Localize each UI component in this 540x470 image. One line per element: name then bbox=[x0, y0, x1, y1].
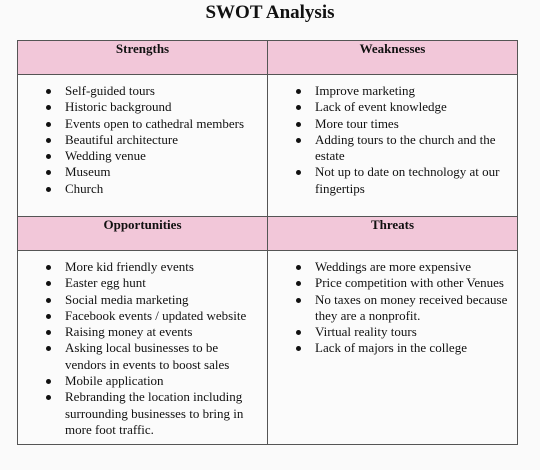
opportunities-item: Mobile application bbox=[65, 373, 261, 389]
strengths-item: Historic background bbox=[65, 99, 261, 115]
content-row-bottom bbox=[18, 251, 518, 445]
opportunities-item: Rebranding the location including surrounding businesses to bring in more foot traffic. bbox=[65, 389, 261, 438]
threats-item: Virtual reality tours bbox=[315, 324, 511, 340]
weaknesses-item: More tour times bbox=[315, 116, 511, 132]
weaknesses-item: Lack of event knowledge bbox=[315, 99, 511, 115]
opportunities-heading: Opportunities bbox=[18, 217, 268, 251]
threats-item: Lack of majors in the college bbox=[315, 340, 511, 356]
strengths-list bbox=[18, 75, 267, 203]
opportunities-item: Raising money at events bbox=[65, 324, 261, 340]
weaknesses-item: Adding tours to the church and the estate bbox=[315, 132, 511, 165]
strengths-item: Events open to cathedral members bbox=[65, 116, 261, 132]
opportunities-item: Asking local businesses to be vendors in events to boost sales bbox=[65, 340, 261, 373]
opportunities-item: More kid friendly events bbox=[65, 259, 261, 275]
strengths-item: Church bbox=[65, 181, 261, 197]
opportunities-list bbox=[18, 251, 267, 444]
strengths-heading: Strengths bbox=[18, 41, 268, 75]
strengths-item: Museum bbox=[65, 164, 261, 180]
opportunities-cell bbox=[18, 251, 268, 445]
weaknesses-item: Improve marketing bbox=[315, 83, 511, 99]
content-row-top bbox=[18, 75, 518, 217]
threats-item: No taxes on money received because they are a nonprofit. bbox=[315, 292, 511, 325]
strengths-item: Wedding venue bbox=[65, 148, 261, 164]
header-row-top bbox=[18, 41, 518, 75]
swot-table bbox=[17, 40, 518, 445]
opportunities-item: Easter egg hunt bbox=[65, 275, 261, 291]
threats-item: Price competition with other Venues bbox=[315, 275, 511, 291]
weaknesses-list bbox=[268, 75, 517, 203]
threats-item: Weddings are more expensive bbox=[315, 259, 511, 275]
strengths-item: Beautiful architecture bbox=[65, 132, 261, 148]
strengths-item: Self-guided tours bbox=[65, 83, 261, 99]
header-row-bottom bbox=[18, 217, 518, 251]
weaknesses-heading: Weaknesses bbox=[268, 41, 518, 75]
opportunities-item: Facebook events / updated website bbox=[65, 308, 261, 324]
strengths-cell bbox=[18, 75, 268, 217]
page-title: SWOT Analysis bbox=[205, 2, 335, 23]
threats-list bbox=[268, 251, 517, 363]
weaknesses-item: Not up to date on technology at our fingertips bbox=[315, 164, 511, 197]
threats-heading: Threats bbox=[268, 217, 518, 251]
weaknesses-cell bbox=[268, 75, 518, 217]
threats-cell bbox=[268, 251, 518, 445]
opportunities-item: Social media marketing bbox=[65, 292, 261, 308]
